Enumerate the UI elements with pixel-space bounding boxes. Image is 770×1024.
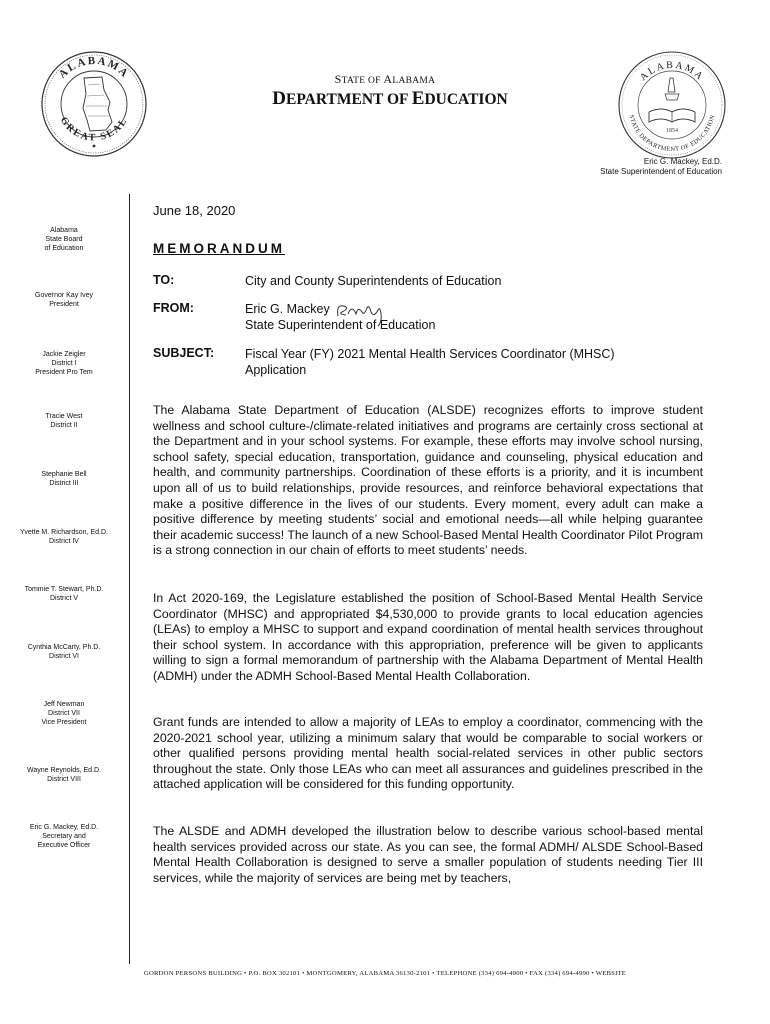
margin-divider <box>129 194 130 964</box>
superintendent-name: Eric G. Mackey, Ed.D. <box>643 157 722 166</box>
board-entry: Jeff Newman District VII Vice President <box>41 701 87 726</box>
board-entry: Stephanie Bell District III <box>41 471 87 487</box>
subject-line-1: Fiscal Year (FY) 2021 Mental Health Services Coordinator (MHSC) <box>245 347 615 361</box>
body-paragraph-2: In Act 2020-169, the Legislature established the position of School-Based Mental Health Service Coordinator (MHSC) and appropriated $4,530,000 to provide grants to local education agencies (LEAs) to employ a MHSC to support and expand coordination of mental health services throughout their school system. In accordance with this appropriation, preference will be given to applicants willing to sign a formal memorandum of partnership with the Alabama Department of Mental Health (ADMH) under the ADMH School-Based Mental Health Collaboration. <box>153 591 703 683</box>
body-paragraph-3: Grant funds are intended to allow a majority of LEAs to employ a coordinator, commencing with the 2020-2021 school year, utilizing a minimum salary that would be comparable to social workers or other qualified persons providing mental health social-related services in other public sectors throughout the state. Only those LEAs who can meet all assurances and guidelines prescribed in the attached application will be considered for this funding opportunity. <box>153 715 703 792</box>
department-of-education-seal <box>617 50 727 160</box>
from-label: FROM: <box>153 301 194 315</box>
seal-left-top-text: ALABAMA <box>56 54 132 81</box>
seal-right-top-text: ALABAMA <box>637 59 707 84</box>
seal-right-year: 1854 <box>666 128 678 134</box>
superintendent-block <box>600 157 722 177</box>
memo-title: MEMORANDUM <box>153 241 285 256</box>
state-of-alabama-heading: STATE OF ALABAMA <box>334 72 436 86</box>
board-entry: Tracie West District II <box>45 413 83 429</box>
from-title: State Superintendent of Education <box>245 318 436 332</box>
body-paragraph-4: The ALSDE and ADMH developed the illustration below to describe various school-based mental health services provided across our state. As you can see, the formal ADMH/ ALSDE School-Based Mental Health Collaboration is designed to serve a smaller population of students needing Tier III services, while the majority of services are being met by teachers, <box>153 824 703 885</box>
signature <box>334 296 394 328</box>
footer-address: GORDON PERSONS BUILDING • P.O. BOX 302101 • MONTGOMERY, ALABAMA 36130-2101 • TELEPHONE (334) 694-4900 • FAX (334) 694-4990 • WEBSITE <box>143 970 627 977</box>
board-entry: Yvette M. Richardson, Ed.D. District IV <box>20 529 108 545</box>
board-entry: Tommie T. Stewart, Ph.D. District V <box>24 586 104 602</box>
svg-text:GREAT SEAL <box>58 115 130 143</box>
alabama-great-seal <box>40 50 148 158</box>
board-entry: Governor Kay Ivey President <box>35 292 93 308</box>
memo-date: June 18, 2020 <box>153 203 236 218</box>
from-name: Eric G. Mackey <box>245 302 330 316</box>
board-entry: Cynthia McCarty, Ph.D. District VI <box>27 644 101 660</box>
svg-text:ALABAMA <box>638 60 706 83</box>
department-of-education-heading: DEPARTMENT OF EDUCATION <box>272 88 508 109</box>
board-entry: Alabama State Board of Education <box>44 227 84 252</box>
subject-line-2: Application <box>245 363 307 377</box>
to-value: City and County Superintendents of Education <box>245 274 502 288</box>
from-value <box>245 301 705 333</box>
seal-right-bottom-text: STATE DEPARTMENT OF EDUCATION <box>627 114 717 154</box>
seal-left-bottom-text: GREAT SEAL <box>57 115 131 144</box>
board-entry: Wayne Reynolds, Ed.D. District VIII <box>26 767 102 783</box>
to-label: TO: <box>153 273 175 287</box>
board-entry: Jackie Zeigler District I President Pro Tem <box>35 351 93 376</box>
subject-label: SUBJECT: <box>153 346 215 360</box>
body-paragraph-1: The Alabama State Department of Education (ALSDE) recognizes efforts to improve student wellness and school culture-/climate-related initiatives and programs are certainly cross sectional at the Department and in your school systems. For example, these efforts may involve school nursing, school safety, special education, transportation, guidance and counseling, physical education and health, and community partnerships. Coordination of these efforts is a priority, and it is incumbent upon all of us to build relationships, provide resources, and reinforce behavioral expectations that make a positive difference in the lives of our students. Every moment, every adult can make a positive difference by meeting students’ social and emotional needs—all while helping guarantee their academic success! The launch of a new School-Based Mental Health Coordinator Pilot Program is a strong connection in our chain of efforts to meet students’ needs. <box>153 403 703 558</box>
superintendent-title: State Superintendent of Education <box>600 167 722 176</box>
subject-value <box>245 346 705 378</box>
board-entry: Eric G. Mackey, Ed.D. Secretary and Executive Officer <box>29 824 99 849</box>
